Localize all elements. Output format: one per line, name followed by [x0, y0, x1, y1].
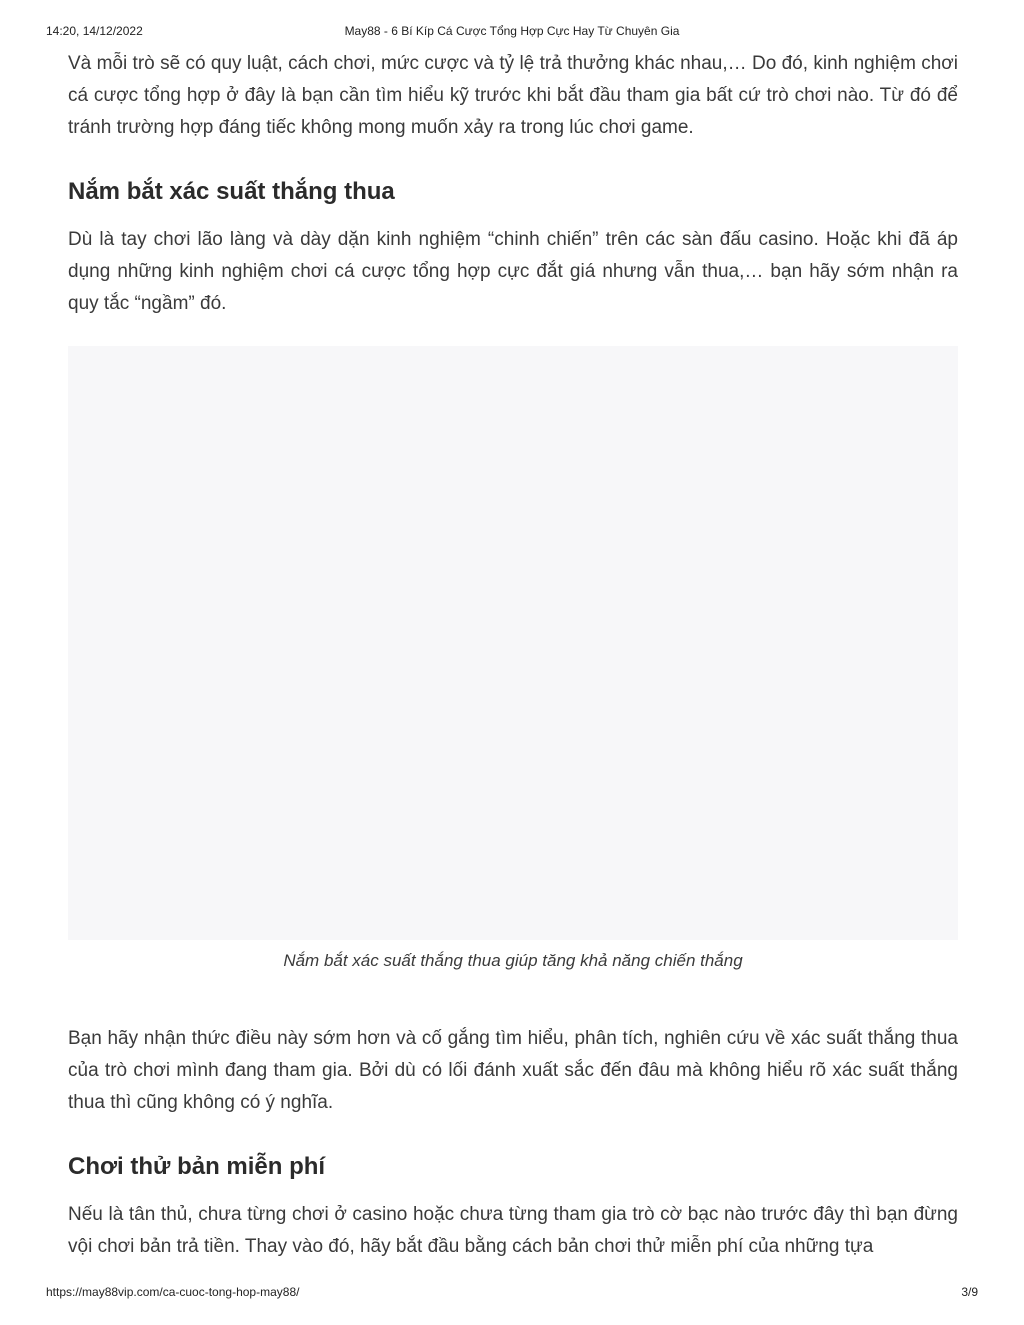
section-1-paragraph-2: Bạn hãy nhận thức điều này sớm hơn và cố gắng tìm hiểu, phân tích, nghiên cứu về xác suất thắng thua của trò chơi mình đang tham gia. Bởi dù có lối đánh xuất sắc đến đâu mà không hiểu rõ xác suất thắng thua thì cũng không có ý nghĩa.: [68, 1028, 958, 1113]
section-heading-win-lose-probability: Nắm bắt xác suất thắng thua: [68, 178, 395, 205]
image-caption: Nắm bắt xác suất thắng thua giúp tăng khả năng chiến thắng: [283, 951, 743, 970]
print-footer: [0, 1285, 1024, 1301]
print-header-title: May88 - 6 Bí Kíp Cá Cược Tổng Hợp Cực Hay Từ Chuyên Gia: [344, 24, 680, 38]
section-1-paragraph-1: Dù là tay chơi lão làng và dày dặn kinh nghiệm “chinh chiến” trên các sàn đấu casino. Hoặc khi đã áp dụng những kinh nghiệm chơi cá cược tổng hợp cực đắt giá nhưng vẫn thua,… bạn hãy sớm nhận ra quy tắc “ngầm” đó.: [68, 229, 958, 314]
section-heading-free-play: Chơi thử bản miễn phí: [68, 1153, 326, 1180]
article-image: [68, 346, 958, 940]
print-header: [0, 24, 1024, 40]
intro-block: [68, 48, 958, 144]
section-1-paragraph-2-block: [68, 1023, 958, 1119]
section-2-paragraph-1: Nếu là tân thủ, chưa từng chơi ở casino hoặc chưa từng tham gia trò cờ bạc nào trước đây thì bạn đừng vội chơi bản trả tiền. Thay vào đó, hãy bắt đầu bằng cách bản chơi thử miễn phí của những tựa: [68, 1204, 958, 1257]
section-2-paragraph-block: [68, 1199, 958, 1263]
section-1-heading-block: [68, 176, 958, 208]
print-footer-page-number: 3/9: [961, 1285, 978, 1299]
intro-paragraph: Và mỗi trò sẽ có quy luật, cách chơi, mức cược và tỷ lệ trả thưởng khác nhau,… Do đó, kinh nghiệm chơi cá cược tổng hợp ở đây là bạn cần tìm hiểu kỹ trước khi bắt đầu tham gia bất cứ trò chơi nào. Từ đó để tránh trường hợp đáng tiếc không mong muốn xảy ra trong lúc chơi game.: [68, 53, 958, 138]
print-footer-url[interactable]: https://may88vip.com/ca-cuoc-tong-hop-may88/: [46, 1285, 300, 1299]
section-2-heading-block: [68, 1151, 958, 1183]
print-header-datetime: 14:20, 14/12/2022: [46, 24, 143, 38]
section-1-paragraph-block: [68, 224, 958, 320]
